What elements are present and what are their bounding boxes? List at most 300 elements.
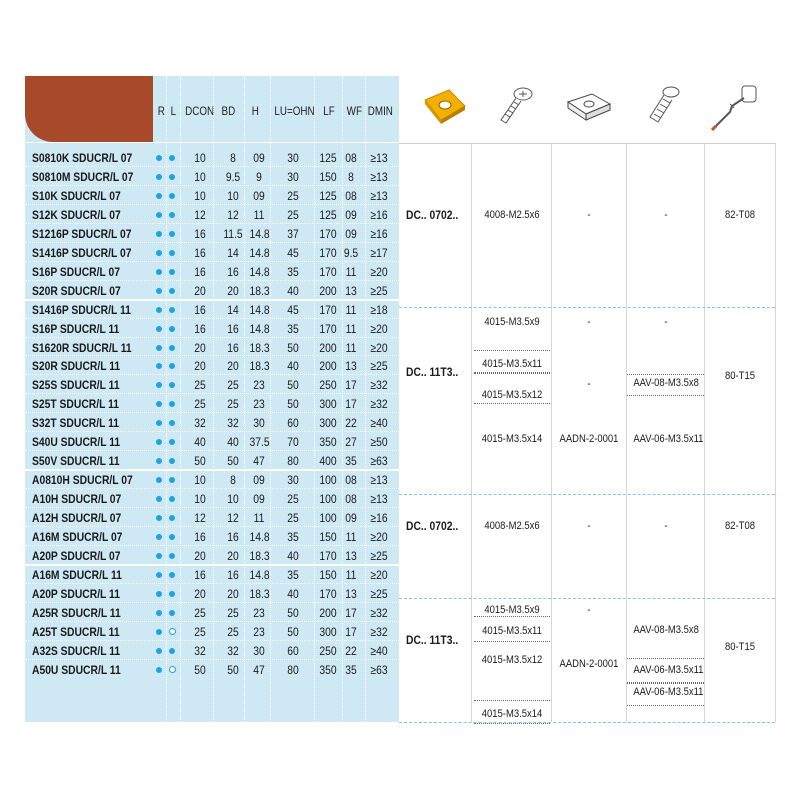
- holder-code: S40U SDUCR/L 11: [32, 435, 121, 450]
- h-value: 23: [253, 624, 265, 639]
- right-hand-availability-dot: [156, 307, 162, 313]
- holder-code: S10K SDUCR/L 07: [32, 188, 121, 203]
- holder-code: S1416P SDUCR/L 07: [32, 245, 132, 260]
- lf-value: 100: [319, 473, 337, 488]
- right-hand-availability-dot: [156, 155, 162, 161]
- left-hand-availability-dot: [169, 155, 175, 161]
- dcon-value: 10: [194, 473, 206, 488]
- wf-value: 8: [348, 169, 354, 184]
- right-hand-availability-dot: [156, 326, 162, 332]
- dmin-value: ≥16: [370, 226, 388, 241]
- value-frame: [474, 616, 550, 642]
- right-hand-availability-dot: [156, 629, 162, 635]
- bd-value: 14: [227, 302, 239, 317]
- key-code: 80-T15: [725, 641, 755, 653]
- lf-value: 170: [319, 321, 337, 336]
- left-hand-availability-dot: [169, 269, 175, 275]
- right-hand-availability-dot: [156, 363, 162, 369]
- holder-code: A32S SDUCR/L 11: [32, 643, 121, 658]
- bd-value: 20: [227, 359, 239, 374]
- dcon-value: 16: [194, 567, 206, 582]
- wf-value: 13: [345, 359, 357, 374]
- right-hand-availability-dot: [156, 193, 162, 199]
- lf-value: 200: [319, 359, 337, 374]
- holder-code: S32T SDUCR/L 11: [32, 416, 119, 431]
- header-dcon: DCON: [185, 104, 215, 118]
- shim-screw-code: -: [664, 316, 668, 328]
- left-hand-availability-dot: [169, 382, 175, 388]
- left-hand-availability-dot: [169, 496, 175, 502]
- right-hand-availability-dot: [156, 439, 162, 445]
- dmin-value: ≥18: [370, 302, 388, 317]
- bd-value: 50: [227, 662, 239, 677]
- holder-code: A12H SDUCR/L 07: [32, 511, 122, 526]
- right-hand-availability-dot: [156, 515, 162, 521]
- right-hand-availability-dot: [156, 534, 162, 540]
- shim-screw-code: AAV-06-M3.5x11: [633, 686, 704, 698]
- header-l: L: [170, 104, 177, 118]
- shim-screw-code: AAV-06-M3.5x11: [633, 664, 704, 676]
- right-hand-availability-dot: [156, 553, 162, 559]
- bd-value: 8: [230, 151, 236, 165]
- left-hand-availability-dot: [169, 212, 175, 218]
- right-hand-availability-dot: [156, 667, 162, 673]
- left-hand-availability-dot: [169, 610, 175, 616]
- lu-value: 45: [287, 302, 299, 317]
- screw-code: 4015-M3.5x9: [484, 604, 540, 616]
- left-hand-availability-dot: [169, 553, 175, 559]
- wf-value: 08: [345, 473, 357, 488]
- left-hand-availability-dot: [169, 534, 175, 540]
- shim-code: -: [587, 378, 591, 390]
- insert-code: DC.. 11T3..: [406, 633, 459, 647]
- holder-code: S0810K SDUCR/L 07: [32, 151, 133, 165]
- lu-value: 30: [287, 473, 299, 488]
- bd-value: 12: [227, 511, 239, 526]
- holder-code: A16M SDUCR/L 07: [32, 530, 123, 544]
- accessory-column-divider: [775, 143, 776, 722]
- lf-value: 300: [319, 624, 337, 639]
- dcon-value: 12: [194, 511, 206, 526]
- h-value: 30: [253, 643, 265, 658]
- left-hand-availability-dot: [169, 420, 175, 426]
- column-divider: [342, 76, 343, 722]
- insert-code: DC.. 0702..: [406, 519, 459, 533]
- dcon-value: 10: [194, 188, 206, 203]
- lf-value: 125: [319, 207, 337, 222]
- insert-code: DC.. 0702..: [406, 208, 459, 222]
- h-value: 18.3: [249, 359, 270, 374]
- screw-code: 4015-M3.5x9: [484, 316, 540, 328]
- shim-code: -: [587, 209, 591, 221]
- right-hand-availability-dot: [156, 572, 162, 578]
- holder-code: S50V SDUCR/L 11: [32, 454, 120, 469]
- accessories-table: [399, 76, 775, 722]
- bd-value: 20: [227, 283, 239, 298]
- key-code: 80-T15: [725, 370, 755, 382]
- lf-value: 170: [319, 302, 337, 317]
- left-hand-availability-dot: [169, 458, 175, 464]
- bd-value: 16: [227, 340, 239, 355]
- dmin-value: ≥13: [370, 188, 388, 203]
- wf-value: 11: [345, 530, 357, 544]
- left-hand-availability-dot: [169, 174, 175, 180]
- dmin-value: ≥25: [370, 548, 388, 563]
- column-divider: [365, 76, 366, 722]
- left-hand-availability-dot: [169, 477, 175, 483]
- shim-code: AADN-2-0001: [559, 658, 619, 670]
- wf-value: 17: [345, 605, 357, 620]
- left-hand-availability-dot: [169, 401, 175, 407]
- lu-value: 35: [287, 567, 299, 582]
- lf-value: 200: [319, 605, 337, 620]
- dcon-value: 12: [194, 207, 206, 222]
- accessory-group-divider: [399, 494, 775, 495]
- lu-value: 37: [287, 226, 299, 241]
- holder-code: A20P SDUCR/L 07: [32, 548, 121, 563]
- h-value: 37.5: [249, 435, 270, 450]
- h-value: 14.8: [249, 264, 270, 279]
- holder-code: S25T SDUCR/L 11: [32, 397, 119, 412]
- shim-icon: [564, 90, 614, 124]
- value-frame: [474, 350, 550, 374]
- lf-value: 200: [319, 283, 337, 298]
- value-frame: [474, 700, 550, 724]
- holder-code: S1620R SDUCR/L 11: [32, 340, 132, 355]
- brand-tab: [25, 76, 153, 142]
- column-divider: [180, 76, 181, 722]
- holder-code: S25S SDUCR/L 11: [32, 378, 120, 393]
- dcon-value: 10: [194, 169, 206, 184]
- holder-code: A16M SDUCR/L 11: [32, 567, 122, 582]
- dcon-value: 10: [194, 492, 206, 507]
- right-hand-availability-dot: [156, 648, 162, 654]
- wf-value: 17: [345, 624, 357, 639]
- dcon-value: 25: [194, 624, 206, 639]
- h-value: 18.3: [249, 340, 270, 355]
- h-value: 18.3: [249, 548, 270, 563]
- wf-value: 11: [345, 264, 357, 279]
- value-frame: [627, 658, 704, 684]
- left-hand-availability-dot: [169, 326, 175, 332]
- wf-value: 09: [345, 226, 357, 241]
- dcon-value: 40: [194, 435, 206, 450]
- accessory-column-divider: [704, 143, 705, 722]
- dcon-value: 25: [194, 378, 206, 393]
- holder-code: S12K SDUCR/L 07: [32, 207, 121, 222]
- dmin-value: ≥13: [370, 151, 388, 165]
- screw-code: 4015-M3.5x12: [481, 389, 543, 401]
- left-hand-availability-dot: [169, 591, 175, 597]
- bd-value: 10: [227, 492, 239, 507]
- shim-screw-code: AAV-06-M3.5x11: [633, 433, 704, 445]
- left-hand-availability-dot: [169, 288, 175, 294]
- lu-value: 40: [287, 359, 299, 374]
- holder-code: A10H SDUCR/L 07: [32, 492, 122, 507]
- dcon-value: 20: [194, 283, 206, 298]
- lu-value: 25: [287, 188, 299, 203]
- right-hand-availability-dot: [156, 288, 162, 294]
- bd-value: 20: [227, 548, 239, 563]
- left-hand-availability-dot: [169, 666, 176, 673]
- lu-value: 45: [287, 245, 299, 260]
- dcon-value: 20: [194, 359, 206, 374]
- dcon-value: 25: [194, 605, 206, 620]
- h-value: 23: [253, 605, 265, 620]
- screw-icon: [491, 82, 541, 130]
- lf-value: 400: [319, 454, 337, 469]
- screw-code: 4015-M3.5x12: [481, 654, 543, 666]
- dcon-value: 20: [194, 548, 206, 563]
- left-hand-availability-dot: [169, 307, 175, 313]
- shim-code: -: [587, 604, 591, 616]
- right-hand-availability-dot: [156, 382, 162, 388]
- key-icon: [704, 80, 764, 134]
- holder-code: S1216P SDUCR/L 07: [32, 226, 132, 241]
- dmin-value: ≥40: [370, 643, 388, 658]
- wf-value: 22: [345, 643, 357, 658]
- lu-value: 40: [287, 283, 299, 298]
- dcon-value: 25: [194, 397, 206, 412]
- shim-screw-code: AAV-08-M3.5x8: [633, 624, 699, 636]
- holder-code: S1416P SDUCR/L 11: [32, 302, 131, 317]
- accessory-group-divider: [399, 722, 775, 723]
- dmin-value: ≥13: [370, 473, 388, 488]
- dcon-value: 10: [194, 151, 206, 165]
- wf-value: 08: [345, 151, 357, 165]
- dmin-value: ≥20: [370, 567, 388, 582]
- right-hand-availability-dot: [156, 420, 162, 426]
- lu-value: 35: [287, 321, 299, 336]
- dmin-value: ≥13: [370, 492, 388, 507]
- bd-value: 40: [227, 435, 239, 450]
- dmin-value: ≥50: [370, 435, 388, 450]
- wf-value: 13: [345, 586, 357, 601]
- right-hand-availability-dot: [156, 212, 162, 218]
- lf-value: 170: [319, 264, 337, 279]
- value-frame: [474, 372, 550, 404]
- h-value: 47: [253, 662, 265, 677]
- shim-screw-code: AAV-08-M3.5x8: [633, 377, 699, 389]
- dmin-value: ≥32: [370, 605, 388, 620]
- left-hand-availability-dot: [169, 648, 175, 654]
- left-hand-availability-dot: [169, 193, 175, 199]
- wf-value: 08: [345, 188, 357, 203]
- lf-value: 300: [319, 416, 337, 431]
- wf-value: 11: [345, 340, 357, 355]
- lu-value: 25: [287, 207, 299, 222]
- lf-value: 300: [319, 397, 337, 412]
- left-hand-availability-dot: [169, 345, 175, 351]
- h-value: 14.8: [249, 530, 270, 544]
- accessory-column-divider: [626, 143, 627, 722]
- bd-value: 25: [227, 378, 239, 393]
- lu-value: 70: [287, 435, 299, 450]
- dcon-value: 16: [194, 302, 206, 317]
- screw-code: 4015-M3.5x11: [482, 358, 542, 370]
- header-lf: LF: [323, 104, 335, 118]
- dcon-value: 20: [194, 586, 206, 601]
- dmin-value: ≥25: [370, 359, 388, 374]
- bd-value: 32: [227, 416, 239, 431]
- bd-value: 10: [227, 188, 239, 203]
- right-hand-availability-dot: [156, 610, 162, 616]
- wf-value: 35: [345, 454, 357, 469]
- shim-code: AADN-2-0001: [559, 433, 619, 445]
- dcon-value: 16: [194, 530, 206, 544]
- holder-code: S16P SDUCR/L 07: [32, 264, 120, 279]
- key-code: 82-T08: [725, 520, 755, 532]
- screw-code: 4015-M3.5x14: [481, 708, 543, 720]
- h-value: 14.8: [249, 302, 270, 317]
- lu-value: 25: [287, 492, 299, 507]
- dcon-value: 16: [194, 321, 206, 336]
- wf-value: 11: [345, 567, 357, 582]
- wf-value: 17: [345, 397, 357, 412]
- bd-value: 12: [227, 207, 239, 222]
- lf-value: 170: [319, 245, 337, 260]
- header-dmin: DMIN: [367, 104, 393, 118]
- bd-value: 9.5: [225, 169, 241, 184]
- shim-code: -: [587, 316, 591, 328]
- dmin-value: ≥32: [370, 378, 388, 393]
- wf-value: 13: [345, 283, 357, 298]
- wf-value: 11: [345, 302, 357, 317]
- h-value: 09: [253, 473, 265, 488]
- lf-value: 150: [319, 169, 337, 184]
- lu-value: 50: [287, 624, 299, 639]
- insert-icon: [419, 86, 471, 126]
- wf-value: 13: [345, 548, 357, 563]
- wf-value: 35: [345, 662, 357, 677]
- h-value: 11: [253, 207, 265, 222]
- dmin-value: ≥32: [370, 624, 388, 639]
- wf-value: 11: [345, 321, 357, 336]
- lu-value: 35: [287, 530, 299, 544]
- dcon-value: 50: [194, 662, 206, 677]
- dcon-value: 50: [194, 454, 206, 469]
- dmin-value: ≥63: [370, 662, 388, 677]
- header-r: R: [157, 104, 165, 118]
- bd-value: 25: [227, 397, 239, 412]
- holder-code: A25R SDUCR/L 11: [32, 605, 121, 620]
- h-value: 9: [256, 169, 262, 184]
- holder-code: S16P SDUCR/L 11: [32, 321, 120, 336]
- h-value: 18.3: [249, 586, 270, 601]
- h-value: 47: [253, 454, 265, 469]
- holder-code: A0810H SDUCR/L 07: [32, 473, 133, 488]
- lu-value: 40: [287, 586, 299, 601]
- accessory-group-divider: [399, 143, 775, 144]
- lu-value: 35: [287, 264, 299, 279]
- bd-value: 50: [227, 454, 239, 469]
- shim-screw-code: -: [664, 520, 668, 532]
- holder-code: S0810M SDUCR/L 07: [32, 169, 134, 184]
- screw-code: 4015-M3.5x11: [482, 625, 542, 637]
- dmin-value: ≥16: [370, 207, 388, 222]
- dcon-value: 16: [194, 245, 206, 260]
- holder-code: S20R SDUCR/L 07: [32, 283, 121, 298]
- dmin-value: ≥25: [370, 283, 388, 298]
- right-hand-availability-dot: [156, 345, 162, 351]
- dmin-value: ≥13: [370, 169, 388, 184]
- left-hand-availability-dot: [169, 628, 176, 635]
- lu-value: 60: [287, 416, 299, 431]
- bd-value: 25: [227, 624, 239, 639]
- left-hand-availability-dot: [169, 515, 175, 521]
- h-value: 14.8: [249, 567, 270, 582]
- bd-value: 16: [227, 567, 239, 582]
- accessory-column-divider: [551, 143, 552, 722]
- lf-value: 150: [319, 530, 337, 544]
- right-hand-availability-dot: [156, 174, 162, 180]
- lf-value: 170: [319, 548, 337, 563]
- h-value: 14.8: [249, 245, 270, 260]
- wf-value: 08: [345, 492, 357, 507]
- screw-code: 4015-M3.5x14: [481, 433, 543, 445]
- right-hand-availability-dot: [156, 591, 162, 597]
- lf-value: 250: [319, 643, 337, 658]
- lf-value: 170: [319, 586, 337, 601]
- right-hand-availability-dot: [156, 250, 162, 256]
- lf-value: 100: [319, 492, 337, 507]
- screw-code: 4008-M2.5x6: [484, 209, 540, 221]
- header-wf: WF: [346, 104, 362, 118]
- dmin-value: ≥20: [370, 530, 388, 544]
- right-hand-availability-dot: [156, 496, 162, 502]
- wf-value: 9.5: [343, 245, 359, 260]
- lf-value: 150: [319, 567, 337, 582]
- left-hand-availability-dot: [169, 363, 175, 369]
- lf-value: 125: [319, 188, 337, 203]
- shim-screw-icon: [639, 82, 689, 130]
- column-divider: [166, 76, 167, 722]
- dmin-value: ≥40: [370, 416, 388, 431]
- h-value: 09: [253, 188, 265, 203]
- h-value: 30: [253, 416, 265, 431]
- bd-value: 14: [227, 245, 239, 260]
- lu-value: 25: [287, 511, 299, 526]
- dmin-value: ≥20: [370, 264, 388, 279]
- h-value: 14.8: [249, 226, 270, 241]
- dmin-value: ≥20: [370, 321, 388, 336]
- screw-code: 4008-M2.5x6: [484, 520, 540, 532]
- header-h: H: [251, 104, 259, 118]
- lf-value: 250: [319, 378, 337, 393]
- column-divider: [270, 76, 271, 722]
- dcon-value: 20: [194, 340, 206, 355]
- shim-code: -: [587, 520, 591, 532]
- h-value: 09: [253, 151, 265, 165]
- header-lu: LU=OHN: [274, 104, 315, 118]
- lu-value: 80: [287, 662, 299, 677]
- dmin-value: ≥17: [370, 245, 388, 260]
- h-value: 09: [253, 492, 265, 507]
- wf-value: 09: [345, 207, 357, 222]
- h-value: 23: [253, 397, 265, 412]
- right-hand-availability-dot: [156, 231, 162, 237]
- dcon-value: 32: [194, 643, 206, 658]
- header-bd: BD: [221, 104, 236, 118]
- dcon-value: 16: [194, 264, 206, 279]
- h-value: 23: [253, 378, 265, 393]
- bd-value: 32: [227, 643, 239, 658]
- dmin-value: ≥63: [370, 454, 388, 469]
- value-frame: [627, 374, 704, 396]
- wf-value: 27: [345, 435, 357, 450]
- lu-value: 50: [287, 397, 299, 412]
- key-code: 82-T08: [725, 209, 755, 221]
